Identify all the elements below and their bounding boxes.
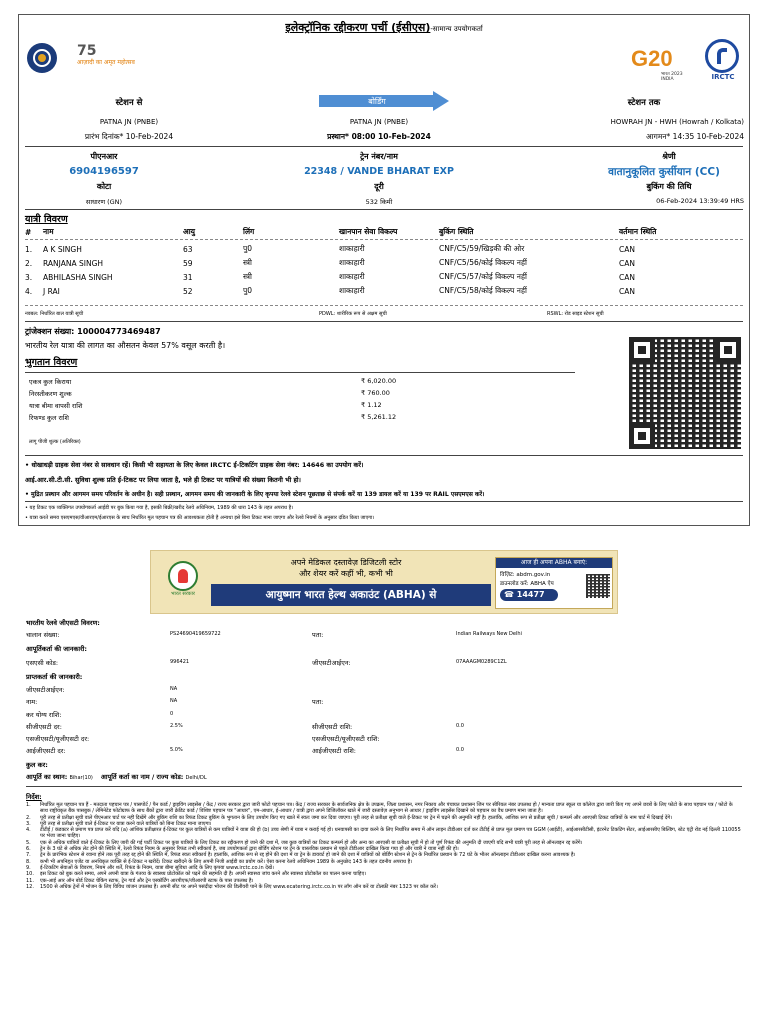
divider <box>25 209 743 210</box>
g20-logo <box>631 46 695 82</box>
gst-value: 0.0 <box>456 747 464 753</box>
list-item: 1. निर्धारित मूल पहचान पत्र हैं - मतदाता पहचान पत्र / पासपोर्ट / पैन कार्ड / ड्राइविंग लाइसेंस / केंद्र / राज्य सरकार द्वारा जारी फोटो पहचान पत्र। केंद्र / राज्य सरकार के सार्वजनिक क्षेत्र के उपक्रम, जिला प्रशासन, नगर निकाय और पंचायत प्रशासन जिन पर सीरियल नंबर उपलब्ध हो / मान्यता प्राप्त स्कूल या कॉलेज द्वारा जारी किए गए अपने छात्रों के लिए फोटो के साथ पहचान पत्र / फोटो के साथ राष्ट्रीयकृत बैंक पासबुक / लेमिनेटेड फोटोग्राफ के साथ बैंकों द्वारा जारी क्रेडिट कार्ड / विशिष्ट पहचान पत्र "आधार", एम-आधार, ई-आधार / यात्री द्वारा अपने डिजिलॉकर खाते में जारी दस्तावेज़ अनुभाग से आधार / ड्राइविंग लाइसेंस दिखाने को पहचान का वैध प्रमाण माना जाता है। <box>26 802 742 815</box>
gst-label: आईजीएसटी दर: <box>26 747 66 755</box>
qr-finder <box>629 423 655 449</box>
banner-line3: आयुष्मान भारत हेल्थ अकाउंट (ABHA) से <box>265 589 437 601</box>
divider <box>25 321 743 322</box>
gst-label: सीजीएसटी राशि: <box>312 723 353 731</box>
list-item: 11. एक-आई आर ऑन बोर्ड टिकट चेकिंग स्टाफ, ट्रेन गार्ड और ट्रेन एस्कॉर्टिंग आरपीएफ/जीआरपी स्टाफ के पास उपलब्ध है। <box>26 877 254 884</box>
cell: 3. <box>25 272 33 282</box>
instruction-text: ट्रेन के प्रारंभिक स्टेशन से रवाना होने तक पूरी तरह रद्द होने की स्थिति में, रिफंड स्वतः स्वीकार्य है। हालांकि, आंशिक रूप से रद्द होने की दशा में या ट्रेन के डायवर्ट हो जाने की दशा में यात्रियों को बोर्डिंग स्टेशन से ट्रेन के निर्धारित प्रस्थान के 72 घंटे के भीतर ऑनलाइन टीडीआर दाखिल करना आवश्यक है। <box>40 852 576 859</box>
passenger-rows <box>25 242 725 298</box>
cell: शाकाहारी <box>339 286 365 295</box>
cell: शाकाहारी <box>339 258 365 267</box>
cell: 4. <box>25 286 33 296</box>
to-station: HOWRAH JN - HWH (Howrah / Kolkata) <box>610 118 744 126</box>
azadi-number: 75 <box>77 43 97 59</box>
notice-fee: आई.आर.सी.टी.सी. सुविधा शुल्क प्रति ई-टिकट पर लिया जाता है, भले ही टिकट पर यात्रियों की संख्या कितनी भी हो। <box>25 476 301 484</box>
boarding-arrow <box>319 91 449 111</box>
gst-title: भारतीय रेलवे जीएसटी विवरण: <box>26 619 100 627</box>
ticket-title <box>19 20 749 35</box>
col-header: खानपान सेवा विकल्प <box>339 227 398 236</box>
booking-date-value: 06-Feb-2024 13:39:49 HRS <box>656 197 744 205</box>
class-value: वातानुकूलित कुर्सीयान (CC) <box>608 166 720 178</box>
cell: RANJANA SINGH <box>43 258 104 268</box>
pnr-value: 6904196597 <box>69 166 139 177</box>
cell: 52 <box>183 286 193 296</box>
gst-label: कर योग्य राशि: <box>26 711 62 719</box>
legend-item: RSWL: रोड साइड स्टेशन सूची <box>547 311 604 317</box>
list-item: 2. पूरी तरह से प्रतीक्षा सूची वाले पीएनआर चार्ट पर नहीं दिखेंगे और बुकिंग राशि का रिफंड टिकट बुकिंग के भुगतान के लिए उपयोग किए गए खाते में स्वतः जमा कर दिया जाएगा। पूरी तरह से प्रतीक्षा सूची वाले ई-टिकट पर ट्रेन में चढ़ने की अनुमति नहीं है। हालांकि, आंशिक रूप से प्रतीक्षा सूची / कन्फर्म और आरएसी टिकट यात्रियों के नाम चार्ट में दिखाई देंगे। <box>26 814 673 821</box>
gst-value: 07AAAGM0289C1ZL <box>456 659 507 665</box>
divider <box>25 455 743 456</box>
instruction-text: कभी भी अपनिहृत एजेंट या अनधिकृत व्यक्ति से ई-टिकट न खरीदें। टिकट खरीदने के लिए अपनी निजी आईडी का प्रयोग करें। ऐसा करना रेलवे अधिनियम 1989 के अनुच्छेद 143 के तहत दंडनीय अपराध है। <box>40 858 413 865</box>
cta-site[interactable]: विज़िट: abdm.gov.in <box>500 572 551 578</box>
page-gap <box>0 530 768 542</box>
notice-fraud: • धोखाधड़ी ग्राहक सेवा नंबर से सावधान रहें। किसी भी सहायता के लिए केवल IRCTC ई-टिकटिंग ग्राहक सेवा नंबर: 14646 का उपयोग करें। <box>25 461 364 469</box>
departure-time: प्रस्थान* 08:00 10-Feb-2024 <box>327 132 431 141</box>
passenger-table <box>25 227 725 237</box>
instructions-list <box>26 802 742 890</box>
to-label: स्टेशन तक <box>627 98 661 108</box>
ayushman-logo <box>165 561 201 605</box>
divider <box>25 146 743 147</box>
divider <box>25 305 743 306</box>
list-item: 6. ट्रेन के 3 घंटे से अधिक लेट होने की स्थिति में, रेलवे रिफंड नियम के अनुसार रिफंड तभी स्वीकार्य है, जब उपयोगकर्ता द्वारा बोर्डिंग स्टेशन पर ट्रेन के वास्तविक प्रस्थान से पहले टीडीआर दाखिल किया गया हो और यात्री ने यात्रा नहीं की हो। <box>26 846 459 853</box>
instruction-text: एक-आई आर ऑन बोर्ड टिकट चेकिंग स्टाफ, ट्रेन गार्ड और ट्रेन एस्कॉर्टिंग आरपीएफ/जीआरपी स्टाफ के पास उपलब्ध है। <box>40 877 254 884</box>
cell: पु0 <box>243 244 253 253</box>
place-of-supply <box>26 772 207 781</box>
gst-value: NA <box>170 686 178 692</box>
boarding-station: PATNA JN (PNBE) <box>349 118 409 126</box>
gst-value: Delhi/DL <box>185 775 207 781</box>
qr-finder <box>629 337 655 363</box>
cell: शाकाहारी <box>339 244 365 253</box>
arrival-time: आगमन* 14:35 10-Feb-2024 <box>646 132 744 141</box>
notice-bullet: • यह टिकट एक व्यक्तिगत उपयोगकर्ता आईडी पर बुक किया गया है, इसकी बिक्री/खरीद रेलवे अधिनियम, 1989 की धारा 143 के तहत अपराध है। <box>25 505 294 511</box>
qr-code <box>629 337 741 449</box>
pg-note: लागू पीजी शुल्क (अतिरिक्त) <box>29 439 81 445</box>
gst-value: Indian Railways New Delhi <box>456 631 522 637</box>
legend-item: नवबल: निर्धारित बाल यात्री सूची <box>25 311 84 317</box>
transaction-number: ट्रांजेक्शन संख्या: 100004773469487 <box>25 327 161 336</box>
banner-qr <box>586 574 610 598</box>
gst-label: सीजीएसटी दर: <box>26 723 62 731</box>
page-two <box>0 544 768 1024</box>
gst-value: 996421 <box>170 659 190 665</box>
phone-icon: ☎ <box>504 590 514 599</box>
irctc-logo <box>703 39 743 83</box>
gst-label: एसजीएसटी/यूजीएसटी राशि: <box>312 735 380 743</box>
cell: A K SINGH <box>43 244 82 254</box>
cell: CAN <box>619 258 635 268</box>
cell: स्त्री <box>243 272 252 281</box>
instruction-text: पूरी तरह से प्रतीक्षा सूची वाले ई-टिकट पर यात्रा करने वाले यात्रियों को बिना टिकट माना जाएगा। <box>40 820 212 827</box>
banner-line2: और शेयर करें कहीं भी, कभी भी <box>299 569 393 578</box>
gst-value: NA <box>170 698 178 704</box>
gst-label: चालान संख्या: <box>26 631 60 639</box>
cell: CAN <box>619 286 635 296</box>
instruction-text: ट्रेन के 3 घंटे से अधिक लेट होने की स्थिति में, रेलवे रिफंड नियम के अनुसार रिफंड तभी स्वीकार्य है, जब उपयोगकर्ता द्वारा बोर्डिंग स्टेशन पर ट्रेन के वास्तविक प्रस्थान से पहले टीडीआर दाखिल किया गया हो और यात्री ने यात्रा नहीं की हो। <box>40 846 459 853</box>
payment-value: ₹ 1.12 <box>361 401 382 409</box>
distance-value: 532 किमी <box>365 198 393 206</box>
list-item: 3. पूरी तरह से प्रतीक्षा सूची वाले ई-टिकट पर यात्रा करने वाले यात्रियों को बिना टिकट माना जाएगा। <box>26 820 212 827</box>
g20-mark: G20 <box>631 46 673 71</box>
helpline-number: 14477 <box>516 590 545 599</box>
distance-label: दूरी <box>374 182 384 191</box>
notice-bullet-text: यह टिकट एक व्यक्तिगत उपयोगकर्ता आईडी पर बुक किया गया है, इसकी बिक्री/खरीद रेलवे अधिनियम, 1989 की धारा 143 के तहत अपराध है। <box>29 505 294 511</box>
col-header: वर्तमान स्थिति <box>619 227 657 236</box>
payment-value: ₹ 5,261.12 <box>361 413 397 421</box>
cell: CNF/C5/57/कोई विकल्प नहीं <box>439 272 527 281</box>
table-row <box>25 242 725 256</box>
gst-label: जीएसटीआईएन: <box>312 659 351 667</box>
gst-label: आपूर्ति का स्थान: <box>26 773 68 781</box>
cta-app: डाउनलोड करें: ABHA ऐप <box>500 581 554 587</box>
gst-value: 5.0% <box>170 747 183 753</box>
subsidy-note: भारतीय रेल यात्रा की लागत का औसतन केवल 57% वसूल करती है। <box>25 341 226 350</box>
instruction-text: इस टिकट को बुक करते समय, अपने अपनी यात्रा के गंतव्य के स्वास्थ्य प्रोटोकॉल को पढ़ने की सहमति दी है। अपनी स्वास्थ्य जांच करने और स्वास्थ्य प्रोटोकॉल का पालन करना चाहिए। <box>40 871 367 878</box>
instruction-text: ई-टिकटिंग सेवाओं के विवरण, नियम और शर्तें, रिफंड के नियम, यात्रा बीमा सुविधा आदि के लिए कृपया www.irctc.co.in देखें। <box>40 864 274 871</box>
notice-timing: • मुद्रित प्रस्थान और आगमन समय परिवर्तन के अधीन है। सही प्रस्थान, आगमन समय की जानकारी के लिए कृपया रेलवे स्टेशन पूछताछ से संपर्क करें या 139 डायल करें या 139 पर RAIL एसएमएस करें। <box>25 491 485 498</box>
gst-label: पता: <box>312 631 324 639</box>
boarding-label: बोर्डिंग <box>368 97 386 106</box>
payment-value: ₹ 760.00 <box>361 389 390 397</box>
payment-label: निरस्तीकरण शुल्क <box>29 390 72 398</box>
table-row <box>25 256 725 270</box>
cell: 59 <box>183 258 193 268</box>
list-item: 8. कभी भी अपनिहृत एजेंट या अनधिकृत व्यक्ति से ई-टिकट न खरीदें। टिकट खरीदने के लिए अपनी निजी आईडी का प्रयोग करें। ऐसा करना रेलवे अधिनियम 1989 के अनुच्छेद 143 के तहत दंडनीय अपराध है। <box>26 858 413 865</box>
banner-highlight <box>211 584 491 606</box>
gst-subtitle: आपूर्तिकर्ता की जानकारी: <box>26 645 88 653</box>
list-item: 4. टीटीई / कंडक्टर से प्रमाण पत्र प्राप्त करें यदि (a) आंशिक प्रतीक्षारत ई-टिकट पर कुल यात्रियों से कम यात्रियों ने यात्रा की हो (b) उच्च श्रेणी में यात्रा न कराई गई हो। धनवापसी का दावा करने के लिए निर्धारित समय में ऑन लाइन टीडीआर दर्ज कर टीटीई से प्राप्त मूल प्रमाण पत्र GGM (आईटी), आईआरसीटीसी, इंटरनेट टिकटिंग सेंटर, आईआरसीए बिल्डिंग, स्टेट एंट्री रोड नई दिल्ली 110055 पर भेजा जाना चाहिए। <box>26 827 741 840</box>
instruction-text: टीटीई / कंडक्टर से प्रमाण पत्र प्राप्त करें यदि (a) आंशिक प्रतीक्षारत ई-टिकट पर कुल यात्रियों से कम यात्रियों ने यात्रा की हो (b) उच्च श्रेणी में यात्रा न कराई गई हो। धनवापसी का दावा करने के लिए निर्धारित समय में ऑन लाइन टीडीआर दर्ज कर टीटीई से प्राप्त मूल प्रमाण पत्र GGM (आईटी), आईआरसीटीसी, इंटरनेट टिकटिंग सेंटर, आईआरसीए बिल्डिंग, स्टेट एंट्री रोड नई दिल्ली 110055 पर भेजा जाना चाहिए। <box>40 827 741 840</box>
list-item: 10. इस टिकट को बुक करते समय, अपने अपनी यात्रा के गंतव्य के स्वास्थ्य प्रोटोकॉल को पढ़ने की सहमति दी है। अपनी स्वास्थ्य जांच करने और स्वास्थ्य प्रोटोकॉल का पालन करना चाहिए। <box>26 871 367 878</box>
cell: CAN <box>619 244 635 254</box>
gst-value: 0 <box>170 711 174 717</box>
payment-label: यात्रा बीमा वापसी राशि <box>29 402 83 410</box>
gst-value: PS24690419659722 <box>170 631 221 637</box>
quota-label: कोटा <box>96 182 112 191</box>
notice-bullet-text: यात्रा करते समय एसएमएस/वीआरएम/ईआरएस के साथ निर्धारित मूल पहचान पत्र की आवश्यकता होती है अन्यथा इसे बिना टिकट माना जाएगा और रेलवे नियमों के अनुसार दंडित किया जाएगा। <box>29 515 375 521</box>
list-item: 7. ट्रेन के प्रारंभिक स्टेशन से रवाना होने तक पूरी तरह रद्द होने की स्थिति में, रिफंड स्वतः स्वीकार्य है। हालांकि, आंशिक रूप से रद्द होने की दशा में या ट्रेन के डायवर्ट हो जाने की दशा में यात्रियों को बोर्डिंग स्टेशन से ट्रेन के निर्धारित प्रस्थान के 72 घंटे के भीतर ऑनलाइन टीडीआर दाखिल करना आवश्यक है। <box>26 852 576 859</box>
list-item: 5. एक से अधिक यात्रियों वाले ई-टिकट के लिए जारी की गई पार्टी टिकट पर कुछ यात्रियों के लिए टिकट का रद्दीकरण हो जाने की दशा में, जब कुछ यात्रियों का टिकट कन्फर्म हो और अन्य का आरएसी या प्रतीक्षा सूची में हो तो पूर्ण रिफंड की अनुमति दी जाएगी यदि सभी यात्री पूरी तरह से ऑनलाइन रद्द करेंगे। <box>26 839 583 846</box>
table-row <box>25 284 725 298</box>
list-item: 12. 1500 से अधिक ट्रेनों में भोजन के लिए विविध व्यंजन उपलब्ध हैं। अपनी सीट पर अपने पसंदीदा भोजन की डिलीवरी पाने के लिए www.ecatering.irctc.co.in पर लॉग ऑन करें या टोलफ्री नंबर 1323 पर कॉल करें। <box>26 883 438 890</box>
col-header: आयु <box>183 227 196 236</box>
from-label: स्टेशन से <box>115 98 143 108</box>
notice-timing-text: मुद्रित प्रस्थान और आगमन समय परिवर्तन के अधीन है। सही प्रस्थान, आगमन समय की जानकारी के लिए कृपया रेलवे स्टेशन पूछताछ से संपर्क करें या 139 डायल करें या 139 पर RAIL एसएमएस करें। <box>31 491 485 498</box>
col-header: बुकिंग स्थिति <box>439 227 474 236</box>
payment-value: ₹ 6,020.00 <box>361 377 397 385</box>
col-header: # <box>25 227 32 237</box>
banner-line1: अपने मेडिकल दस्तावेज़ डिजिटली स्टोर <box>290 558 402 567</box>
azadi-logo <box>77 43 137 77</box>
cell: 63 <box>183 244 193 254</box>
cell: CNF/C5/58/कोई विकल्प नहीं <box>439 286 527 295</box>
payment-label: रिफण्ड कुल राशि <box>29 414 69 422</box>
cell: CAN <box>619 272 635 282</box>
ticket-title-main: इलेक्ट्रॉनिक रद्दीकरण पर्ची (ईसीएस) <box>285 21 431 34</box>
train-label: ट्रेन नंबर/नाम <box>360 152 398 161</box>
list-item: 9. ई-टिकटिंग सेवाओं के विवरण, नियम और शर्तें, रिफंड के नियम, यात्रा बीमा सुविधा आदि के लिए कृपया www.irctc.co.in देखें। <box>26 864 274 871</box>
cell: पु0 <box>243 286 253 295</box>
gst-label: आईजीएसटी राशि: <box>312 747 356 755</box>
pnr-label: पीएनआर <box>90 152 118 161</box>
gst-label: एसएसी कोड: <box>26 659 59 667</box>
payment-title: भुगतान विवरण <box>25 357 78 368</box>
helpline-pill <box>500 589 558 601</box>
from-station: PATNA JN (PNBE) <box>99 118 159 126</box>
table-row <box>25 270 725 284</box>
instruction-text: 1500 से अधिक ट्रेनों में भोजन के लिए विविध व्यंजन उपलब्ध हैं। अपनी सीट पर अपने पसंदीदा भोजन की डिलीवरी पाने के लिए www.ecatering.irctc.co.in पर लॉग ऑन करें या टोलफ्री नंबर 1323 पर कॉल करें। <box>40 883 438 890</box>
divider <box>26 786 742 787</box>
passenger-section-title: यात्री विवरण <box>25 214 68 225</box>
azadi-caption: आज़ादी का अमृत महोत्सव <box>77 59 135 66</box>
cell: 1. <box>25 244 33 254</box>
indian-railways-logo <box>27 43 57 73</box>
payment-label: एकत्र कुल किराया <box>29 378 72 386</box>
notice-bullet: • यात्रा करते समय एसएमएस/वीआरएम/ईआरएस के साथ निर्धारित मूल पहचान पत्र की आवश्यकता होती है अन्यथा इसे बिना टिकट माना जाएगा और रेलवे नियमों के अनुसार दंडित किया जाएगा। <box>25 515 375 521</box>
g20-caption: भारत 2023 INDIA <box>661 72 683 82</box>
col-header: नाम <box>43 227 54 236</box>
divider <box>25 372 575 373</box>
ticket-card <box>18 14 750 526</box>
irctc-caption: IRCTC <box>711 73 735 81</box>
divider <box>25 501 743 502</box>
gst-label: जीएसटीआईएन: <box>26 686 65 694</box>
start-date: प्रारंभ दिनांक* 10-Feb-2024 <box>84 132 174 141</box>
abha-cta[interactable] <box>495 557 613 609</box>
gst-subtitle: कुल कर: <box>26 761 48 769</box>
ticket-title-suffix: -सामान्य उपयोगकर्ता <box>430 25 483 33</box>
cell: 31 <box>183 272 193 282</box>
instructions-title: निर्देश: <box>26 793 42 801</box>
quota-value: साधारण (GN) <box>85 198 123 206</box>
ayushman-caption: भारत सरकार <box>171 591 195 597</box>
qr-finder <box>715 337 741 363</box>
col-header: लिंग <box>243 227 255 236</box>
cell: CNF/C5/56/कोई विकल्प नहीं <box>439 258 527 267</box>
class-label: श्रेणी <box>662 152 676 161</box>
gst-label: एसजीएसटी/यूजीएसटी दर: <box>26 735 90 743</box>
gst-subtitle: प्राप्तकर्ता की जानकारी: <box>26 673 83 681</box>
gst-label: आपूर्ति कर्ता का नाम / राज्य कोड: <box>100 773 184 781</box>
gst-value: 2.5% <box>170 723 183 729</box>
gst-label: नाम: <box>26 698 38 706</box>
gst-value: Bihar(10) <box>69 775 93 781</box>
cell: स्त्री <box>243 258 252 267</box>
passenger-table-header <box>25 227 725 237</box>
cell: शाकाहारी <box>339 272 365 281</box>
cell: ABHILASHA SINGH <box>43 272 113 282</box>
instruction-text: पूरी तरह से प्रतीक्षा सूची वाले पीएनआर चार्ट पर नहीं दिखेंगे और बुकिंग राशि का रिफंड टिकट बुकिंग के भुगतान के लिए उपयोग किए गए खाते में स्वतः जमा कर दिया जाएगा। पूरी तरह से प्रतीक्षा सूची वाले ई-टिकट पर ट्रेन में चढ़ने की अनुमति नहीं है। हालांकि, आंशिक रूप से प्रतीक्षा सूची / कन्फर्म और आरएसी टिकट यात्रियों के नाम चार्ट में दिखाई देंगे। <box>40 814 673 821</box>
legend-item: PDWL: शारीरिक रूप से अक्षम सूची <box>319 311 387 317</box>
gst-label: पता: <box>312 698 324 706</box>
gst-value: 0.0 <box>456 723 464 729</box>
booking-date-label: बुकिंग की तिथि <box>646 182 692 191</box>
divider <box>25 239 743 240</box>
instruction-text: निर्धारित मूल पहचान पत्र हैं - मतदाता पहचान पत्र / पासपोर्ट / पैन कार्ड / ड्राइविंग लाइसेंस / केंद्र / राज्य सरकार द्वारा जारी फोटो पहचान पत्र। केंद्र / राज्य सरकार के सार्वजनिक क्षेत्र के उपक्रम, जिला प्रशासन, नगर निकाय और पंचायत प्रशासन जिन पर सीरियल नंबर उपलब्ध हो / मान्यता प्राप्त स्कूल या कॉलेज द्वारा जारी किए गए अपने छात्रों के लिए फोटो के साथ पहचान पत्र / फोटो के साथ राष्ट्रीयकृत बैंक पासबुक / लेमिनेटेड फोटोग्राफ के साथ बैंकों द्वारा जारी क्रेडिट कार्ड / विशिष्ट पहचान पत्र "आधार", एम-आधार, ई-आधार / यात्री द्वारा अपने डिजिलॉकर खाते में जारी दस्तावेज़ अनुभाग से आधार / ड्राइविंग लाइसेंस दिखाने को पहचान का वैध प्रमाण माना जाता है। <box>40 802 733 815</box>
instruction-text: एक से अधिक यात्रियों वाले ई-टिकट के लिए जारी की गई पार्टी टिकट पर कुछ यात्रियों के लिए टिकट का रद्दीकरण हो जाने की दशा में, जब कुछ यात्रियों का टिकट कन्फर्म हो और अन्य का आरएसी या प्रतीक्षा सूची में हो तो पूर्ण रिफंड की अनुमति दी जाएगी यदि सभी यात्री पूरी तरह से ऑनलाइन रद्द करेंगे। <box>40 839 583 846</box>
abha-banner[interactable] <box>150 550 618 614</box>
cell: CNF/C5/59/खिड़की की ओर <box>439 244 525 253</box>
cell: 2. <box>25 258 33 268</box>
train-value: 22348 / VANDE BHARAT EXP <box>304 166 454 177</box>
notice-fraud-text: धोखाधड़ी ग्राहक सेवा नंबर से सावधान रहें। किसी भी सहायता के लिए केवल IRCTC ई-टिकटिंग ग्राहक सेवा नंबर: 14646 का उपयोग करें। <box>31 461 364 469</box>
cta-title: आज ही अपना ABHA बनाएं: <box>496 558 612 568</box>
cell: J RAI <box>43 286 60 296</box>
